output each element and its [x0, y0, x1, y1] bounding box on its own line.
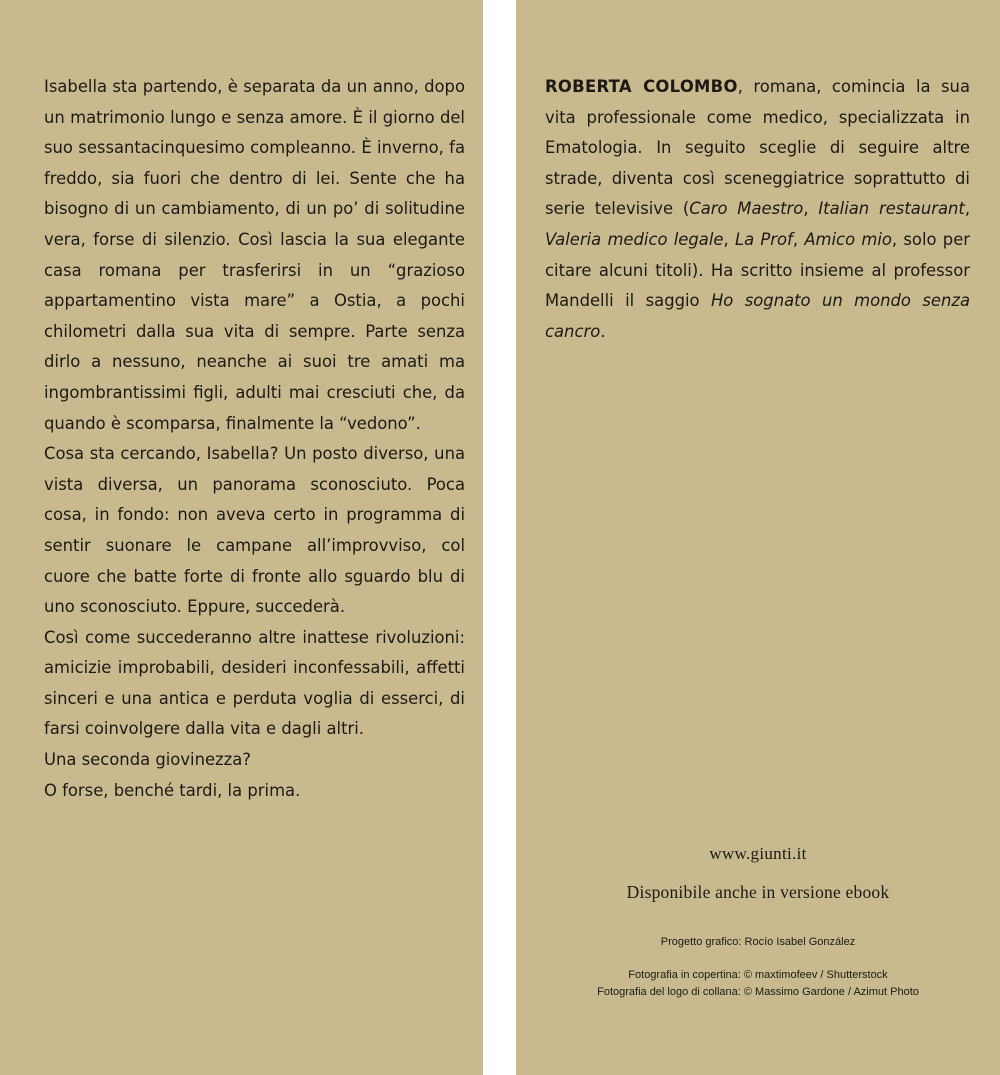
author-bio [545, 72, 970, 347]
blurb-paragraph: Cosa sta cercando, Isabella? Un posto diverso, una vista diversa, un panorama sconosciuto. Poca cosa, in fondo: non aveva certo in programma di sentir suonare le campane all’improvviso, col cuore che batte forte di fronte allo sguardo blu di uno sconosciuto. Eppure, succederà. [44, 444, 465, 617]
blurb-paragraph: Così come succederanno altre inattese rivoluzioni: amicizie improbabili, desideri inconfessabili, affetti sinceri e una antica e perduta voglia di esserci, di farsi coinvolgere dalla vita e dagli altri. [44, 627, 465, 739]
blurb-paragraph: Una seconda giovinezza? [44, 750, 252, 770]
tv-series-title: Valeria medico legale [545, 229, 724, 249]
separator: , [792, 229, 805, 249]
publisher-website[interactable]: www.giunti.it [709, 844, 807, 863]
essay-title: Ho sognato un mondo senza cancro [545, 291, 971, 341]
cover-photo-credit: Fotografia in copertina: © maxtimofeev / Shutterstock [628, 969, 888, 981]
tv-series-title: Italian restaurant [818, 199, 965, 219]
ebook-notice: Disponibile anche in versione ebook [626, 882, 890, 902]
separator: , [723, 229, 735, 249]
back-flap-blurb [0, 0, 483, 1075]
author-bio-text: , solo per citare alcuni titoli). Ha scritto insieme al professor Mandelli il saggio [545, 229, 971, 311]
author-name: ROBERTA COLOMBO [545, 77, 738, 96]
author-flap [516, 0, 1000, 1075]
design-credit: Progetto grafico: Rocío Isabel González [660, 936, 856, 948]
author-bio-text: . [600, 321, 606, 341]
logo-photo-credit: Fotografia del logo di collana: © Massimo Gardone / Azimut Photo [597, 986, 919, 998]
blurb-paragraph: O forse, benché tardi, la prima. [44, 780, 301, 800]
tv-series-title: Amico mio [804, 229, 892, 249]
separator: , [964, 199, 971, 219]
tv-series-title: Caro Maestro [689, 199, 804, 219]
tv-series-title: La Prof [734, 229, 793, 249]
author-bio-text: , romana, comincia la sua vita professionale come medico, specializzata in Ematologia. In seguito sceglie di seguire altre strade, diventa così sceneggiatrice soprattutto di serie televisive ( [545, 77, 970, 219]
blurb-text [44, 72, 465, 806]
separator: , [803, 199, 819, 219]
blurb-paragraph: Isabella sta partendo, è separata da un anno, dopo un matrimonio lungo e senza amore. È il giorno del suo sessantacinquesimo compleanno. È inverno, fa freddo, sia fuori che dentro di lei. Sente che ha bisogno di un cambiamento, di un po’ di solitudine vera, forse di silenzio. Così lascia la sua elegante casa romana per trasferirsi in un “grazioso appartamentino vista mare” a Ostia, a pochi chilometri dalla sua vita di sempre. Parte senza dirlo a nessuno, neanche ai suoi tre amati ma ingombrantissimi figli, adulti mai cresciuti che, da quando è scomparsa, finalmente la “vedono”. [44, 77, 465, 433]
